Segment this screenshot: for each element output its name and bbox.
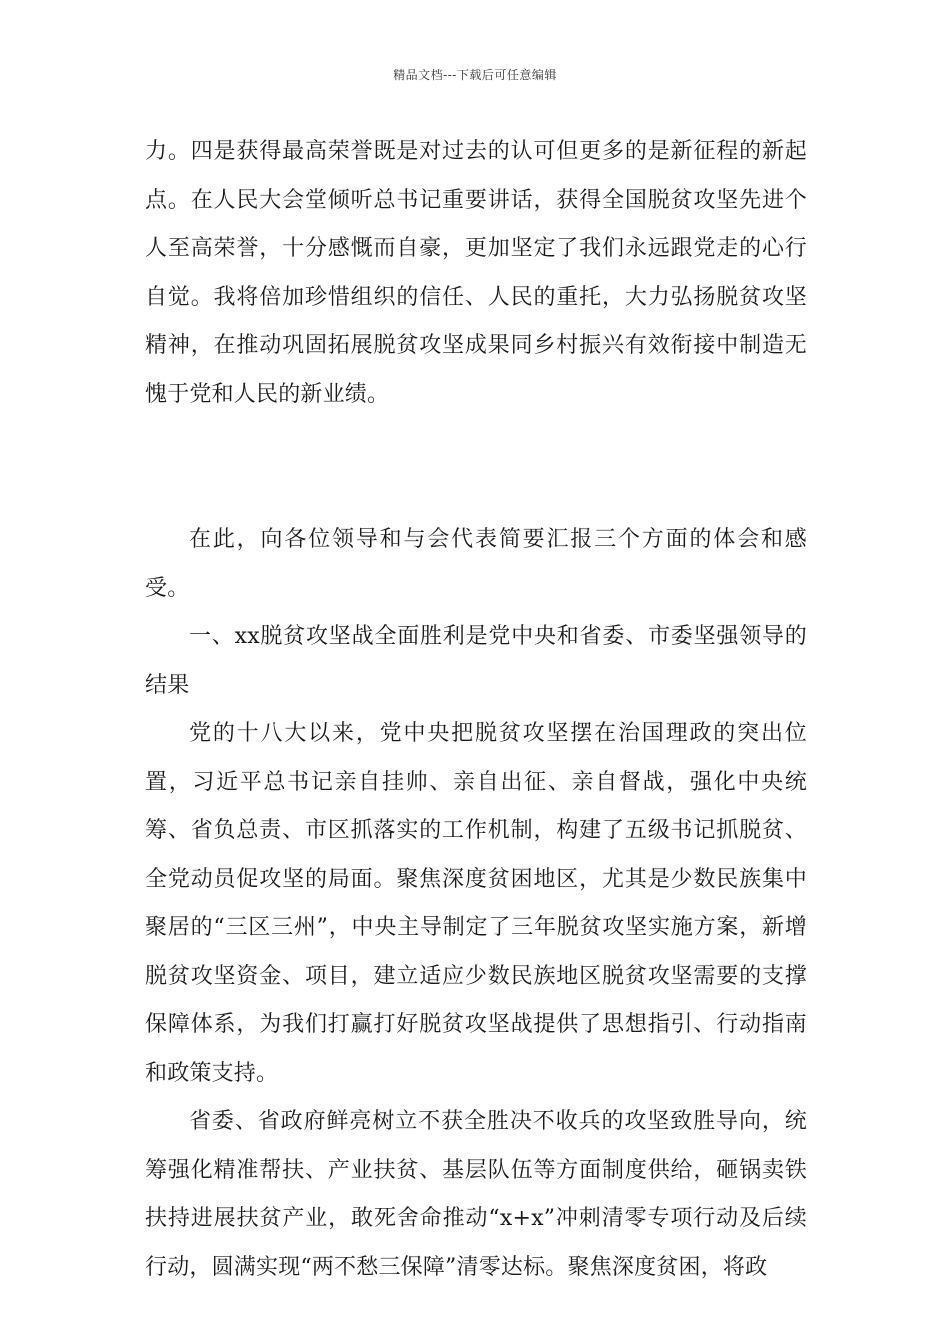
paragraph-central-leadership: 党的十八大以来，党中央把脱贫攻坚摆在治国理政的突出位置，习近平总书记亲自挂帅、亲自出征、亲自督战，强化中央统筹、省负总责、市区抓落实的工作机制，构建了五级书记抓脱贫、全党动员促攻坚的局面。聚焦深度贫困地区，尤其是少数民族集中聚居的“三区三州”，中央主导制定了三年脱贫攻坚实施方案，新增脱贫攻坚资金、项目，建立适应少数民族地区脱贫攻坚需要的支撑保障体系，为我们打赢打好脱贫攻坚战提供了思想指引、行动指南和政策支持。 <box>145 721 807 1086</box>
page-header: 精品文档---下载后可任意编辑 <box>393 68 557 82</box>
paragraph-gap <box>145 419 807 516</box>
section-heading-1: 一、xx脱贫攻坚战全面胜利是党中央和省委、市委坚强领导的结果 <box>145 624 807 698</box>
paragraph-intro: 在此，向各位领导和与会代表简要汇报三个方面的体会和感受。 <box>145 527 807 601</box>
document-body <box>145 128 807 1292</box>
paragraph-provincial-leadership: 省委、省政府鲜亮树立不获全胜决不收兵的攻坚致胜导向，统筹强化精准帮扶、产业扶贫、基层队伍等方面制度供给，砸锅卖铁扶持进展扶贫产业，敢死舍命推动“x+x”冲刺清零专项行动及后续行动，圆满实现“两不愁三保障”清零达标。聚焦深度贫困，将政 <box>145 1109 807 1280</box>
paragraph-honor: 力。四是获得最高荣誉既是对过去的认可但更多的是新征程的新起点。在人民大会堂倾听总书记重要讲话，获得全国脱贫攻坚先进个人至高荣誉，十分感慨而自豪，更加坚定了我们永远跟党走的心行自觉。我将倍加珍惜组织的信任、人民的重托，大力弘扬脱贫攻坚精神，在推动巩固拓展脱贫攻坚成果同乡村振兴有效衔接中制造无愧于党和人民的新业绩。 <box>145 139 807 407</box>
